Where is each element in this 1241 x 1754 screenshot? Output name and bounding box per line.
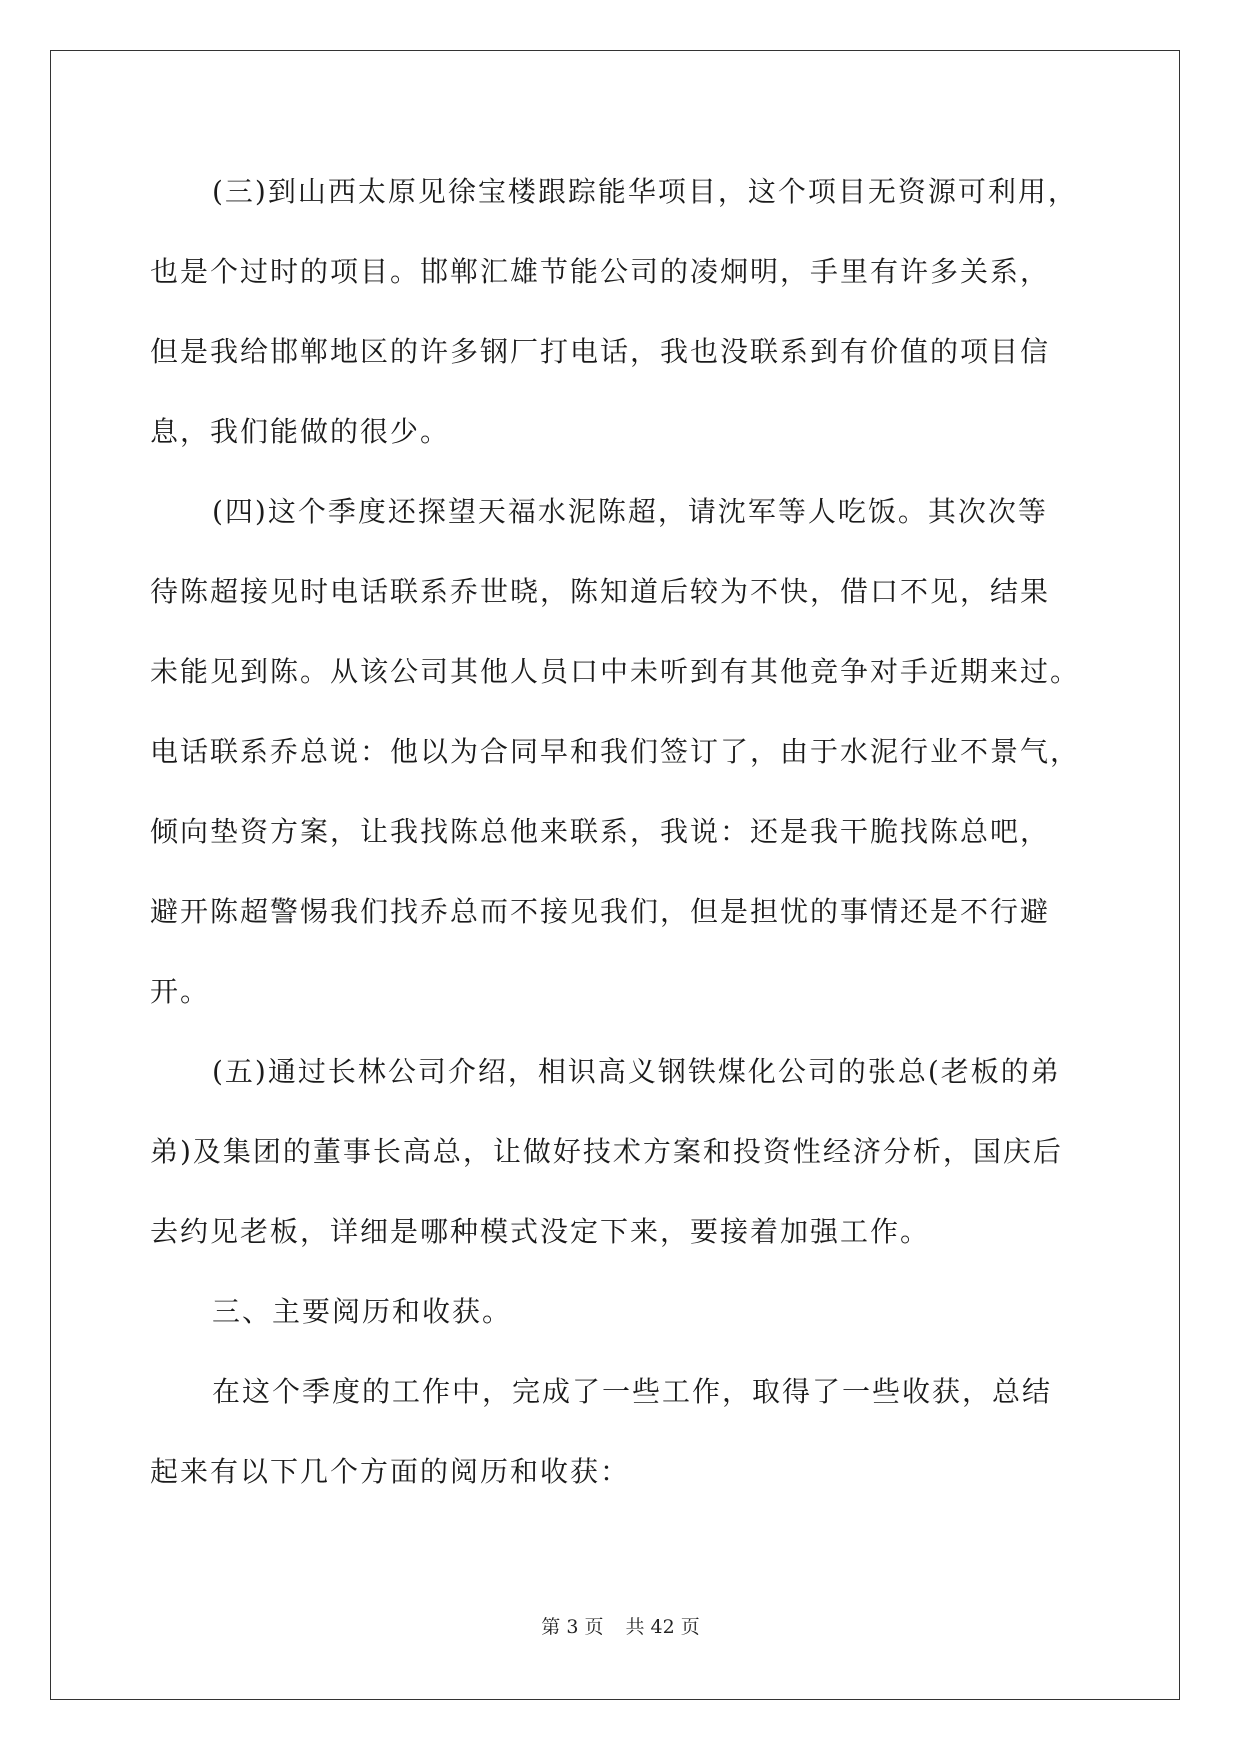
text-line: 起来有以下几个方面的阅历和收获： — [150, 1455, 631, 1488]
text-line: 但是我给邯郸地区的许多钢厂打电话，我也没联系到有价值的项目信 — [150, 335, 1051, 368]
section-heading-three — [150, 1272, 1090, 1352]
text-line: (三)到山西太原见徐宝楼跟踪能华项目，这个项目无资源可利用， — [212, 175, 1078, 208]
page-total: 共 42 页 — [625, 1616, 700, 1638]
text-line: 三、主要阅历和收获。 — [212, 1295, 513, 1328]
text-line: (四)这个季度还探望天福水泥陈超，请沈军等人吃饭。其次次等 — [212, 495, 1048, 528]
text-line: 在这个季度的工作中，完成了一些工作，取得了一些收获，总结 — [212, 1375, 1053, 1408]
paragraph-summary — [150, 1352, 1090, 1512]
text-line: 未能见到陈。从该公司其他人员口中未听到有其他竞争对手近期来过。 — [150, 655, 1081, 688]
text-line: (五)通过长林公司介绍，相识高义钢铁煤化公司的张总(老板的弟 — [212, 1055, 1061, 1088]
paragraph-si — [150, 472, 1090, 1032]
text-line: 弟)及集团的董事长高总，让做好技术方案和投资性经济分析，国庆后 — [150, 1135, 1063, 1168]
text-line: 避开陈超警惕我们找乔总而不接见我们，但是担忧的事情还是不行避 — [150, 895, 1051, 928]
text-line: 息，我们能做的很少。 — [150, 415, 451, 448]
document-body — [150, 152, 1090, 1512]
paragraph-wu — [150, 1032, 1090, 1272]
page-footer — [0, 1612, 1241, 1639]
text-line: 开。 — [150, 975, 211, 1008]
paragraph-san — [150, 152, 1090, 472]
page-number: 第 3 页 — [541, 1616, 604, 1638]
text-line: 去约见老板，详细是哪种模式没定下来，要接着加强工作。 — [150, 1215, 931, 1248]
text-line: 倾向垫资方案，让我找陈总他来联系，我说：还是我干脆找陈总吧， — [150, 815, 1051, 848]
text-line: 电话联系乔总说：他以为合同早和我们签订了，由于水泥行业不景气， — [150, 735, 1081, 768]
text-line: 也是个过时的项目。邯郸汇雄节能公司的凌炯明，手里有许多关系， — [150, 255, 1051, 288]
text-line: 待陈超接见时电话联系乔世晓，陈知道后较为不快，借口不见，结果 — [150, 575, 1051, 608]
